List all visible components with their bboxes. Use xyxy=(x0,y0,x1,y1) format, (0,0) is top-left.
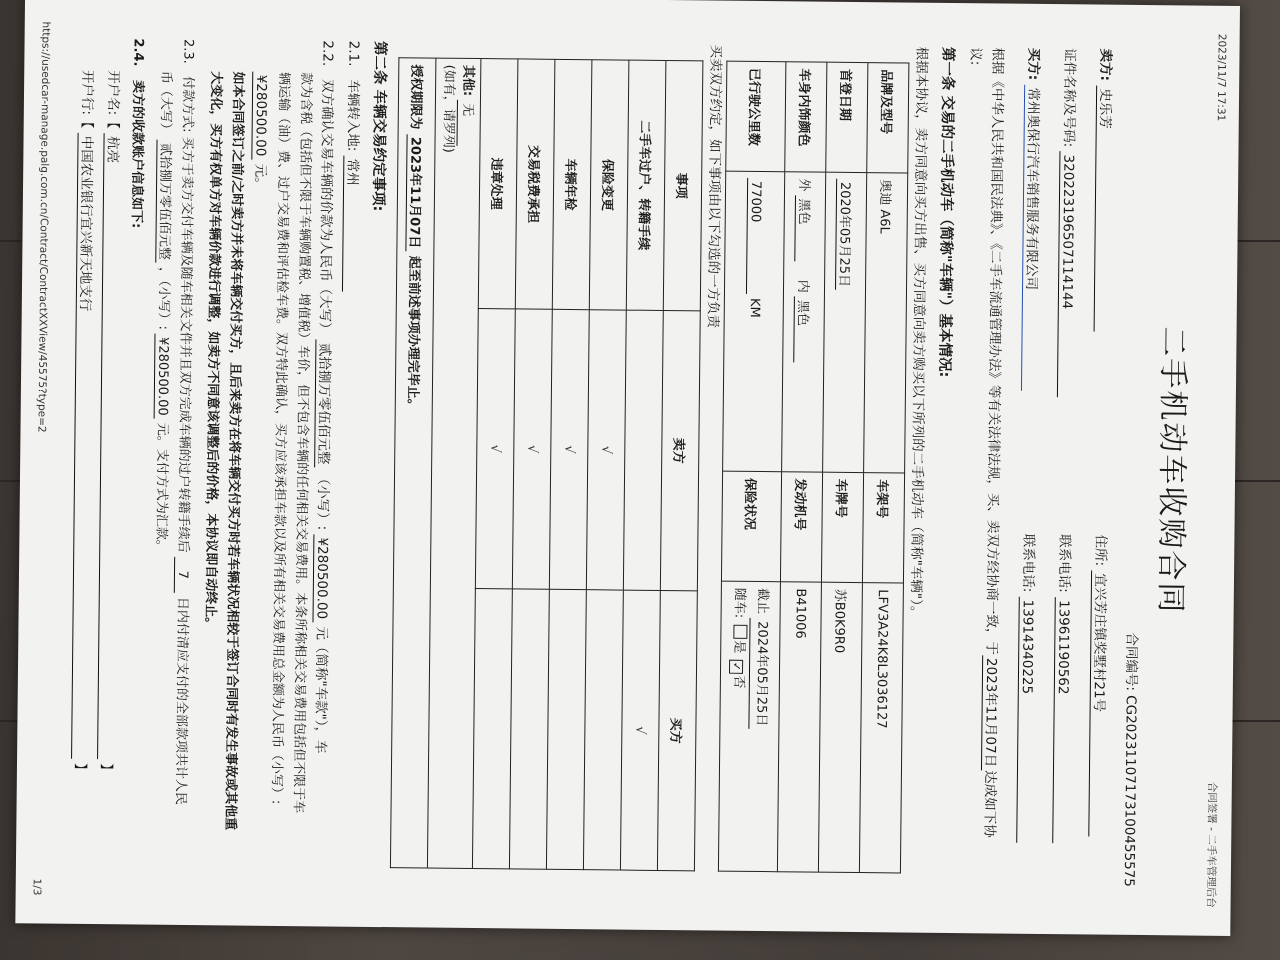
vehicle-reg-date: 2020年05月25日 xyxy=(835,179,856,290)
payment-days: 7 xyxy=(174,557,190,593)
price-upper: 贰拾捌万零伍佰元整 xyxy=(314,340,336,468)
contract-title: 二手机动车收购合同 xyxy=(1152,326,1191,615)
bank-row: 开户行:【 中国农业银行宜兴新天地支行 】 xyxy=(71,70,99,777)
seller-phone: 13961190562 xyxy=(1052,597,1072,843)
article1-heading: 第一条 交易的二手机动车（简称"车辆"）基本情况: xyxy=(936,46,956,378)
table-row: 品牌及型号 奥迪 A6L 车架号 LFV3A24K8L3036127 xyxy=(859,63,908,873)
article2-heading: 第二条 车辆交易约定事项: xyxy=(369,40,388,212)
responsibility-intro: 买卖双方约定，如下事项由以下勾选的一方负责 xyxy=(704,44,724,329)
print-datetime: 2023/11/7 17:31 xyxy=(1214,33,1228,122)
seller-id-row: 证件名称及号码: 320223196507114144 xyxy=(1057,48,1082,398)
article1-intro: 根据本协议，卖方同意向买方出售、买方同意向卖方购买以下所列的二手机动车（简称"车辆"）。 xyxy=(907,46,930,620)
vehicle-plate: 苏B0K9R0 xyxy=(818,582,862,872)
buyer-name-row: 买方: 常州奥保行汽车销售服务有限公司 xyxy=(1021,48,1046,391)
preamble-line2: 议: xyxy=(967,47,984,66)
table-row: 车身内饰颜色 外 黑色 内 黑色 发动机号 B41006 xyxy=(777,62,826,872)
contract-number: 合同编号: CG20231107173100455575 xyxy=(1120,632,1140,887)
exterior-color: 黑色 xyxy=(794,196,815,262)
other-matters: 无 xyxy=(457,100,476,146)
attach-no-checkbox: ✓ xyxy=(729,659,743,673)
bank-name: 中国农业银行宜兴新天地支行 xyxy=(71,133,99,759)
table-row: 保险变更 √ xyxy=(583,60,628,870)
page-number: 1/3 xyxy=(30,878,43,896)
responsibility-table xyxy=(390,57,703,871)
seller-id: 320223196507114144 xyxy=(1057,151,1077,397)
clause-2-2-bold1: 如本合同签订之前/之时卖方并未将车辆交付买方，且后来卖方在将车辆交付买方时若车辆状况相较于签订合同时有发生事故或其他重 xyxy=(222,71,246,831)
page-url: https://usedcar-manage.palg.com.cn/Contract/ContractXXView/45575?type=2 xyxy=(35,21,52,433)
seller-address-row: 住所: 宜兴芳庄镇奖墅村21号 xyxy=(1088,534,1112,836)
authorization-date: 2023年11月07日 xyxy=(405,134,426,252)
clause-2-3-line1: 2.3. 付款方式: 买方于卖方交付车辆及随车相关文件并且双方完成车辆的过户转籍手续后 7 日内付清应支付的全部款项共计人民 xyxy=(172,38,196,806)
buyer-phone-row: 联系电话: 13914340225 xyxy=(1016,534,1040,843)
system-name: 合同签署 - 二手车管理后台 xyxy=(1204,781,1218,908)
seller-name-row: 卖方: 史乐芳 xyxy=(1094,49,1118,332)
attach-yes-checkbox xyxy=(734,624,748,638)
buyer-name: 常州奥保行汽车销售服务有限公司 xyxy=(1021,84,1045,390)
payment-lower: ¥280500.00 xyxy=(154,334,171,419)
clause-2-2-line4: ¥280500.00 元。 xyxy=(251,72,273,191)
insurance-expiry: 2024年05月25日 xyxy=(749,618,773,729)
transfer-city: 常州 xyxy=(342,156,364,292)
price-lower: ¥280500.00 xyxy=(312,534,330,622)
interior-color: 黑色 xyxy=(793,297,814,363)
table-row: 交易税费承担 √ xyxy=(509,59,554,869)
seller-address: 宜兴芳庄镇奖墅村21号 xyxy=(1088,570,1112,836)
clause-2-4-heading: 2.4. 卖方的收款账户信息如下: xyxy=(128,38,146,229)
seller-name: 史乐芳 xyxy=(1094,85,1118,331)
total-amount: ¥280500.00 xyxy=(251,72,269,160)
table-row: 授权期限为 2023年11月07日 起至前述事项办理完毕止。 xyxy=(390,58,435,868)
contract-page xyxy=(15,0,1240,936)
table-row: 其他: 无 (如有，请罗列) xyxy=(427,58,480,868)
seller-phone-row: 联系电话: 13961190562 xyxy=(1052,534,1076,843)
table-header-row: 事项 卖方 买方 xyxy=(657,60,702,870)
clause-2-2-line2: 款为含税（包括但不限于车辆购置税、增值税）车价，但不包含车辆的任何相关交易费用。本条所称相关交易费用包括但不限于车 xyxy=(290,72,314,814)
account-name-row: 开户名:【 杭亮 】 xyxy=(97,70,125,777)
clause-2-1: 2.1. 车辆转入地: 常州 xyxy=(342,41,366,292)
preamble-line1: 根据《中华人民共和国民法典》、《二手车流通管理办法》等有关法律法规，买、卖双方经协商一致，于2023年11月07日达成如下协 xyxy=(981,47,1006,838)
vehicle-mileage: 77000 xyxy=(746,178,763,294)
table-row: 首登日期 2020年05月25日 车牌号 苏B0K9R0 xyxy=(818,62,867,872)
vehicle-vin: LFV3A24K8L3036127 xyxy=(859,583,903,873)
vehicle-brand: 奥迪 A6L xyxy=(864,173,908,473)
payment-upper: 贰拾捌万零伍佰元整 xyxy=(155,140,176,263)
account-name: 杭亮 xyxy=(97,133,125,759)
table-row: 违章处理 √ xyxy=(472,59,517,869)
vehicle-info-table xyxy=(718,61,909,874)
table-row: 二手车过户、转籍手续 √ xyxy=(620,60,665,870)
buyer-phone: 13914340225 xyxy=(1016,597,1036,843)
contract-number-value: CG20231107173100455575 xyxy=(1120,695,1139,887)
vehicle-engine-no: B41006 xyxy=(777,582,821,872)
clause-2-3-line2: 币（大写） 贰拾捌万零伍佰元整 ，（小写）: ¥280500.00 元。支付方式为汇款。 xyxy=(152,71,177,553)
agreement-date: 2023年11月07日 xyxy=(981,655,1003,770)
table-row: 车辆年检 √ xyxy=(546,59,591,869)
clause-2-2-line1: 2.2. 双方确认交易车辆的价款为人民币（大写） 贰拾捌万零伍佰元整 （小写）: ¥280500.00 元（简称"车款"），车 xyxy=(312,40,336,754)
clause-2-2-bold2: 大变化，买方有权单方对车辆价款进行调整，如卖方不同意该调整后的价格，本协议即自动终止。 xyxy=(202,71,224,631)
table-row: 已行驶公里数 77000 KM 保险状况 截止 2024年05月25日 随车: 是 ✓否 xyxy=(718,61,785,872)
clause-2-2-line3: 辆运输（油）费、过户交易费和评估检车费。双方特此确认，买方应该承担车款以及所有相关交易费用总金额为人民币（小写）: xyxy=(268,71,292,805)
